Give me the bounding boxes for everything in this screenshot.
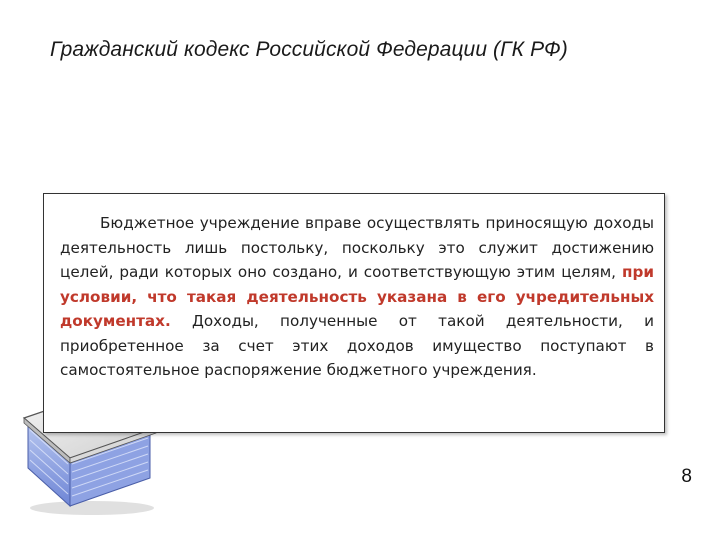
quote-highlight: при условии, что такая деятельность указана в его учредительных документах. xyxy=(60,263,654,330)
page-number: 8 xyxy=(681,466,692,487)
quote-text-before: Бюджетное учреждение вправе осуществлять приносящую доходы деятельность лишь постольку, поскольку это служит достижению целей, ради которых оно создано, и соответствующую этим целям, xyxy=(60,214,654,281)
quote-text-after: Доходы, полученные от такой деятельности, и приобретенное за счет этих доходов имущество поступают в самостоятельное распоряжение бюджетного учреждения. xyxy=(60,312,654,379)
quote-paragraph xyxy=(60,211,654,383)
quote-box xyxy=(43,193,665,433)
slide-title: Гражданский кодекс Российской Федерации (ГК РФ) xyxy=(50,38,568,61)
